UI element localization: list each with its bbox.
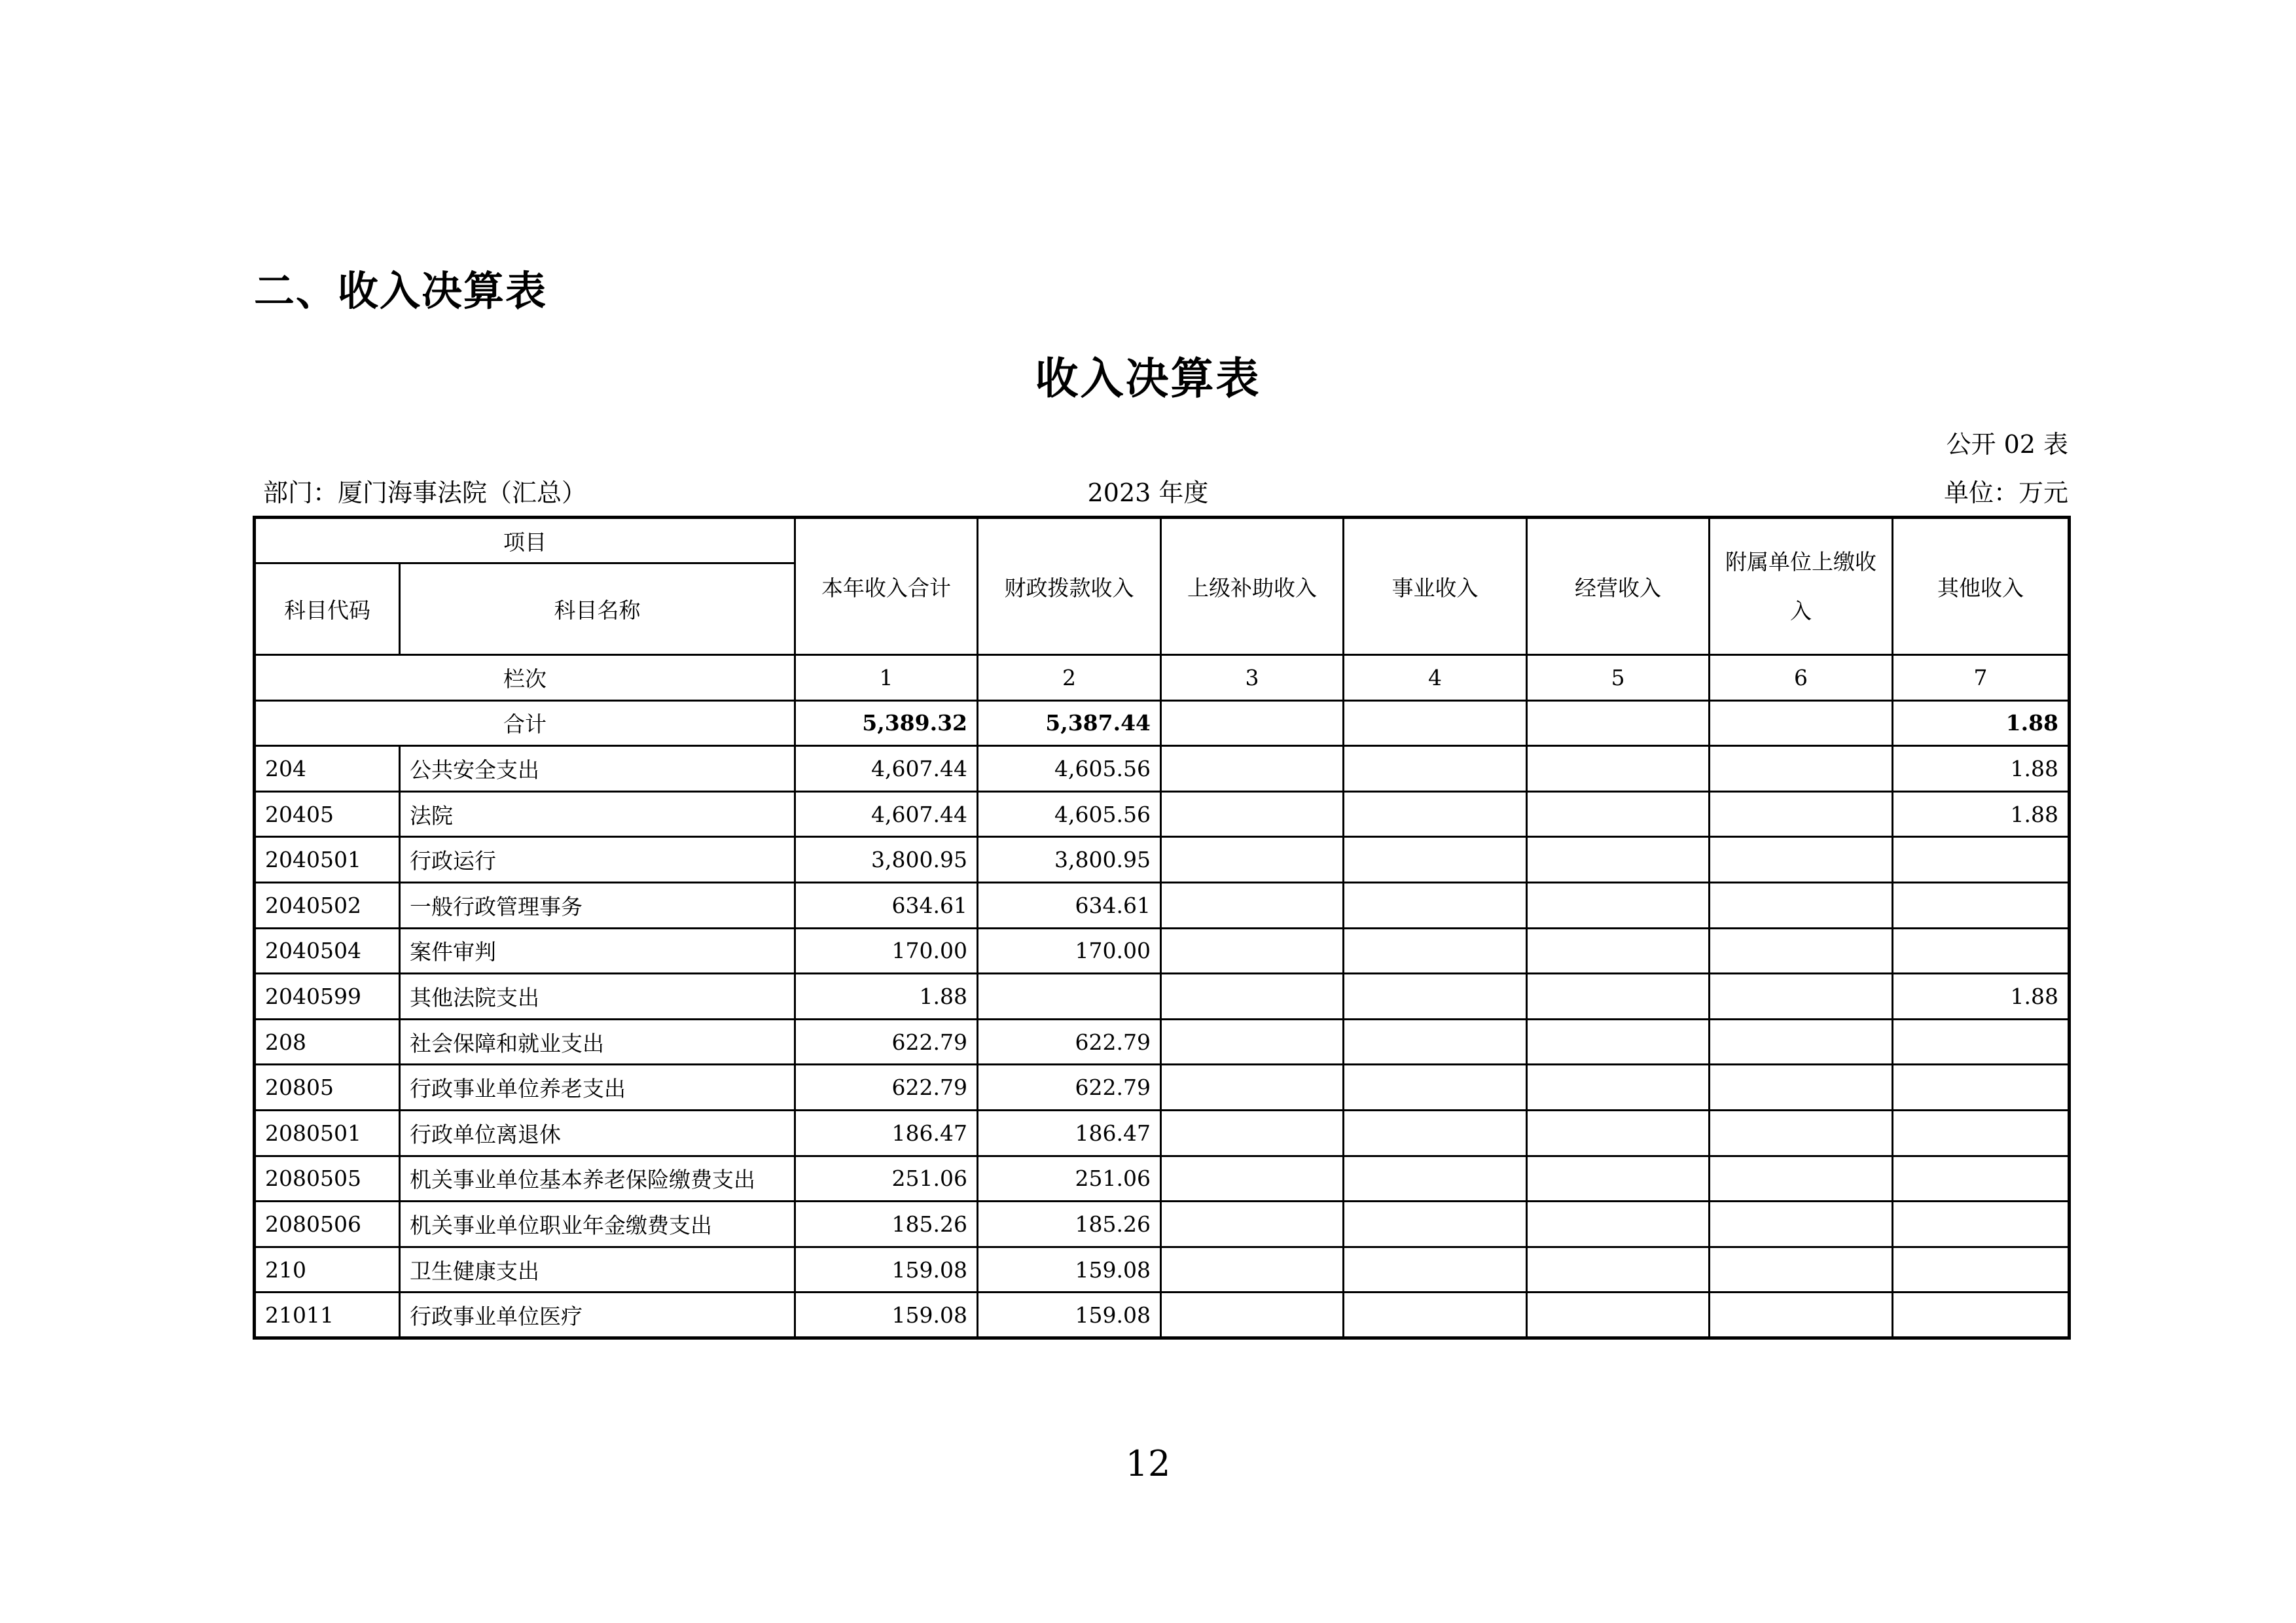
table-row — [255, 746, 2070, 792]
amount-cell — [1527, 1019, 1710, 1065]
amount-cell — [1161, 974, 1344, 1020]
department-label: 部门：厦门海事法院（汇总） — [263, 478, 587, 507]
header-col-3: 上级补助收入 — [1161, 518, 1344, 655]
header-col-7: 其他收入 — [1893, 518, 2070, 655]
amount-cell — [1527, 837, 1710, 883]
form-number: 公开 02 表 — [1946, 430, 2068, 459]
subject-name: 公共安全支出 — [400, 746, 795, 792]
subject-code: 2040502 — [255, 882, 400, 928]
total-cell: 5,389.32 — [795, 700, 978, 746]
amount-cell: 251.06 — [795, 1156, 978, 1202]
total-cell — [1161, 700, 1344, 746]
subject-name: 机关事业单位职业年金缴费支出 — [400, 1202, 795, 1247]
amount-cell: 622.79 — [978, 1065, 1161, 1111]
subject-code: 208 — [255, 1019, 400, 1065]
amount-cell — [1161, 1156, 1344, 1202]
row-index-label: 栏次 — [255, 655, 795, 701]
amount-cell: 185.26 — [978, 1202, 1161, 1247]
amount-cell: 251.06 — [978, 1156, 1161, 1202]
amount-cell — [1710, 1110, 1893, 1156]
amount-cell: 185.26 — [795, 1202, 978, 1247]
amount-cell — [1893, 837, 2070, 883]
unit-label: 单位：万元 — [1943, 478, 2068, 507]
amount-cell — [1161, 882, 1344, 928]
amount-cell — [1893, 1247, 2070, 1293]
header-code: 科目代码 — [255, 563, 400, 655]
amount-cell — [1161, 1202, 1344, 1247]
header-project: 项目 — [255, 518, 795, 563]
subject-code: 2040504 — [255, 928, 400, 974]
subject-name: 其他法院支出 — [400, 974, 795, 1020]
table-body — [255, 746, 2070, 1338]
income-table — [253, 516, 2071, 1340]
amount-cell — [1893, 1065, 2070, 1111]
amount-cell — [1161, 791, 1344, 837]
amount-cell — [1344, 1202, 1527, 1247]
subject-name: 社会保障和就业支出 — [400, 1019, 795, 1065]
total-cell: 1.88 — [1893, 700, 2070, 746]
amount-cell: 3,800.95 — [795, 837, 978, 883]
amount-cell: 622.79 — [795, 1065, 978, 1111]
table-row — [255, 1247, 2070, 1293]
section-heading: 二、收入决算表 — [254, 267, 548, 315]
row-index-cell: 4 — [1344, 655, 1527, 701]
row-index-cell: 7 — [1893, 655, 2070, 701]
amount-cell: 634.61 — [978, 882, 1161, 928]
subject-name: 行政单位离退休 — [400, 1110, 795, 1156]
amount-cell — [1527, 974, 1710, 1020]
table-row — [255, 1156, 2070, 1202]
total-cell — [1344, 700, 1527, 746]
amount-cell — [1527, 1293, 1710, 1338]
amount-cell — [1161, 928, 1344, 974]
amount-cell: 4,607.44 — [795, 746, 978, 792]
table-row — [255, 1293, 2070, 1338]
table-row — [255, 928, 2070, 974]
row-index-cell: 5 — [1527, 655, 1710, 701]
amount-cell — [1161, 1110, 1344, 1156]
subject-name: 法院 — [400, 791, 795, 837]
amount-cell: 4,605.56 — [978, 791, 1161, 837]
page-number: 12 — [1125, 1443, 1171, 1484]
total-row — [255, 700, 2070, 746]
amount-cell — [1527, 1065, 1710, 1111]
amount-cell: 634.61 — [795, 882, 978, 928]
amount-cell — [1527, 928, 1710, 974]
header-name: 科目名称 — [400, 563, 795, 655]
amount-cell: 159.08 — [978, 1247, 1161, 1293]
amount-cell — [1710, 1065, 1893, 1111]
amount-cell — [1344, 1293, 1527, 1338]
amount-cell — [1893, 928, 2070, 974]
amount-cell: 159.08 — [795, 1247, 978, 1293]
subject-name: 机关事业单位基本养老保险缴费支出 — [400, 1156, 795, 1202]
amount-cell — [1893, 1202, 2070, 1247]
amount-cell — [1344, 791, 1527, 837]
header-col-1: 本年收入合计 — [795, 518, 978, 655]
amount-cell — [1710, 882, 1893, 928]
amount-cell — [1344, 1019, 1527, 1065]
header-col-5: 经营收入 — [1527, 518, 1710, 655]
row-index-cell: 3 — [1161, 655, 1344, 701]
amount-cell — [1893, 882, 2070, 928]
subject-name: 卫生健康支出 — [400, 1247, 795, 1293]
total-cell — [1710, 700, 1893, 746]
amount-cell: 186.47 — [795, 1110, 978, 1156]
amount-cell — [1344, 1156, 1527, 1202]
row-index-cell: 1 — [795, 655, 978, 701]
subject-code: 204 — [255, 746, 400, 792]
amount-cell — [1344, 928, 1527, 974]
amount-cell — [1710, 1202, 1893, 1247]
row-index-row — [255, 655, 2070, 701]
amount-cell — [1710, 928, 1893, 974]
subject-code: 2040501 — [255, 837, 400, 883]
amount-cell — [1161, 1293, 1344, 1338]
table-title: 收入决算表 — [1035, 353, 1261, 404]
row-index-cell: 2 — [978, 655, 1161, 701]
amount-cell — [1710, 791, 1893, 837]
amount-cell: 186.47 — [978, 1110, 1161, 1156]
amount-cell — [1710, 837, 1893, 883]
amount-cell — [1710, 1019, 1893, 1065]
amount-cell — [1710, 1293, 1893, 1338]
amount-cell — [1344, 974, 1527, 1020]
amount-cell — [1161, 1019, 1344, 1065]
amount-cell: 622.79 — [795, 1019, 978, 1065]
amount-cell — [1527, 746, 1710, 792]
subject-code: 2080505 — [255, 1156, 400, 1202]
amount-cell — [1161, 1247, 1344, 1293]
subject-code: 2080501 — [255, 1110, 400, 1156]
amount-cell — [1710, 1247, 1893, 1293]
amount-cell — [1161, 746, 1344, 792]
subject-code: 2040599 — [255, 974, 400, 1020]
table-row — [255, 837, 2070, 883]
subject-name: 行政事业单位养老支出 — [400, 1065, 795, 1111]
amount-cell: 170.00 — [795, 928, 978, 974]
header-row-1 — [255, 518, 2070, 563]
amount-cell — [1161, 837, 1344, 883]
table-row — [255, 1202, 2070, 1247]
subject-code: 210 — [255, 1247, 400, 1293]
amount-cell — [1344, 837, 1527, 883]
subject-code: 2080506 — [255, 1202, 400, 1247]
amount-cell: 159.08 — [978, 1293, 1161, 1338]
subject-code: 20405 — [255, 791, 400, 837]
row-index-cell: 6 — [1710, 655, 1893, 701]
table-row — [255, 1110, 2070, 1156]
amount-cell — [1893, 1110, 2070, 1156]
amount-cell: 1.88 — [795, 974, 978, 1020]
total-cell: 5,387.44 — [978, 700, 1161, 746]
amount-cell: 4,605.56 — [978, 746, 1161, 792]
amount-cell — [1527, 1156, 1710, 1202]
amount-cell — [1161, 1065, 1344, 1111]
subject-name: 行政运行 — [400, 837, 795, 883]
amount-cell — [1710, 746, 1893, 792]
amount-cell: 1.88 — [1893, 746, 2070, 792]
amount-cell — [1344, 882, 1527, 928]
amount-cell — [1344, 1247, 1527, 1293]
amount-cell — [1344, 1065, 1527, 1111]
amount-cell — [1527, 1110, 1710, 1156]
header-col-2: 财政拨款收入 — [978, 518, 1161, 655]
amount-cell: 4,607.44 — [795, 791, 978, 837]
amount-cell — [1710, 974, 1893, 1020]
table-row — [255, 974, 2070, 1020]
amount-cell — [1893, 1293, 2070, 1338]
amount-cell — [1893, 1019, 2070, 1065]
amount-cell — [1344, 746, 1527, 792]
amount-cell: 1.88 — [1893, 791, 2070, 837]
amount-cell — [1893, 1156, 2070, 1202]
amount-cell — [1527, 791, 1710, 837]
header-col-6: 附属单位上缴收入 — [1710, 518, 1893, 655]
subject-name: 行政事业单位医疗 — [400, 1293, 795, 1338]
total-label: 合计 — [255, 700, 795, 746]
subject-code: 20805 — [255, 1065, 400, 1111]
amount-cell: 3,800.95 — [978, 837, 1161, 883]
amount-cell: 1.88 — [1893, 974, 2070, 1020]
total-cell — [1527, 700, 1710, 746]
amount-cell: 170.00 — [978, 928, 1161, 974]
amount-cell — [1527, 1202, 1710, 1247]
table-row — [255, 1065, 2070, 1111]
amount-cell — [1344, 1110, 1527, 1156]
amount-cell: 622.79 — [978, 1019, 1161, 1065]
header-col-4: 事业收入 — [1344, 518, 1527, 655]
amount-cell — [1710, 1156, 1893, 1202]
amount-cell: 159.08 — [795, 1293, 978, 1338]
fiscal-year: 2023 年度 — [1087, 478, 1209, 507]
subject-name: 一般行政管理事务 — [400, 882, 795, 928]
table-row — [255, 882, 2070, 928]
table-row — [255, 791, 2070, 837]
table-row — [255, 1019, 2070, 1065]
subject-code: 21011 — [255, 1293, 400, 1338]
amount-cell — [1527, 882, 1710, 928]
subject-name: 案件审判 — [400, 928, 795, 974]
amount-cell — [978, 974, 1161, 1020]
amount-cell — [1527, 1247, 1710, 1293]
